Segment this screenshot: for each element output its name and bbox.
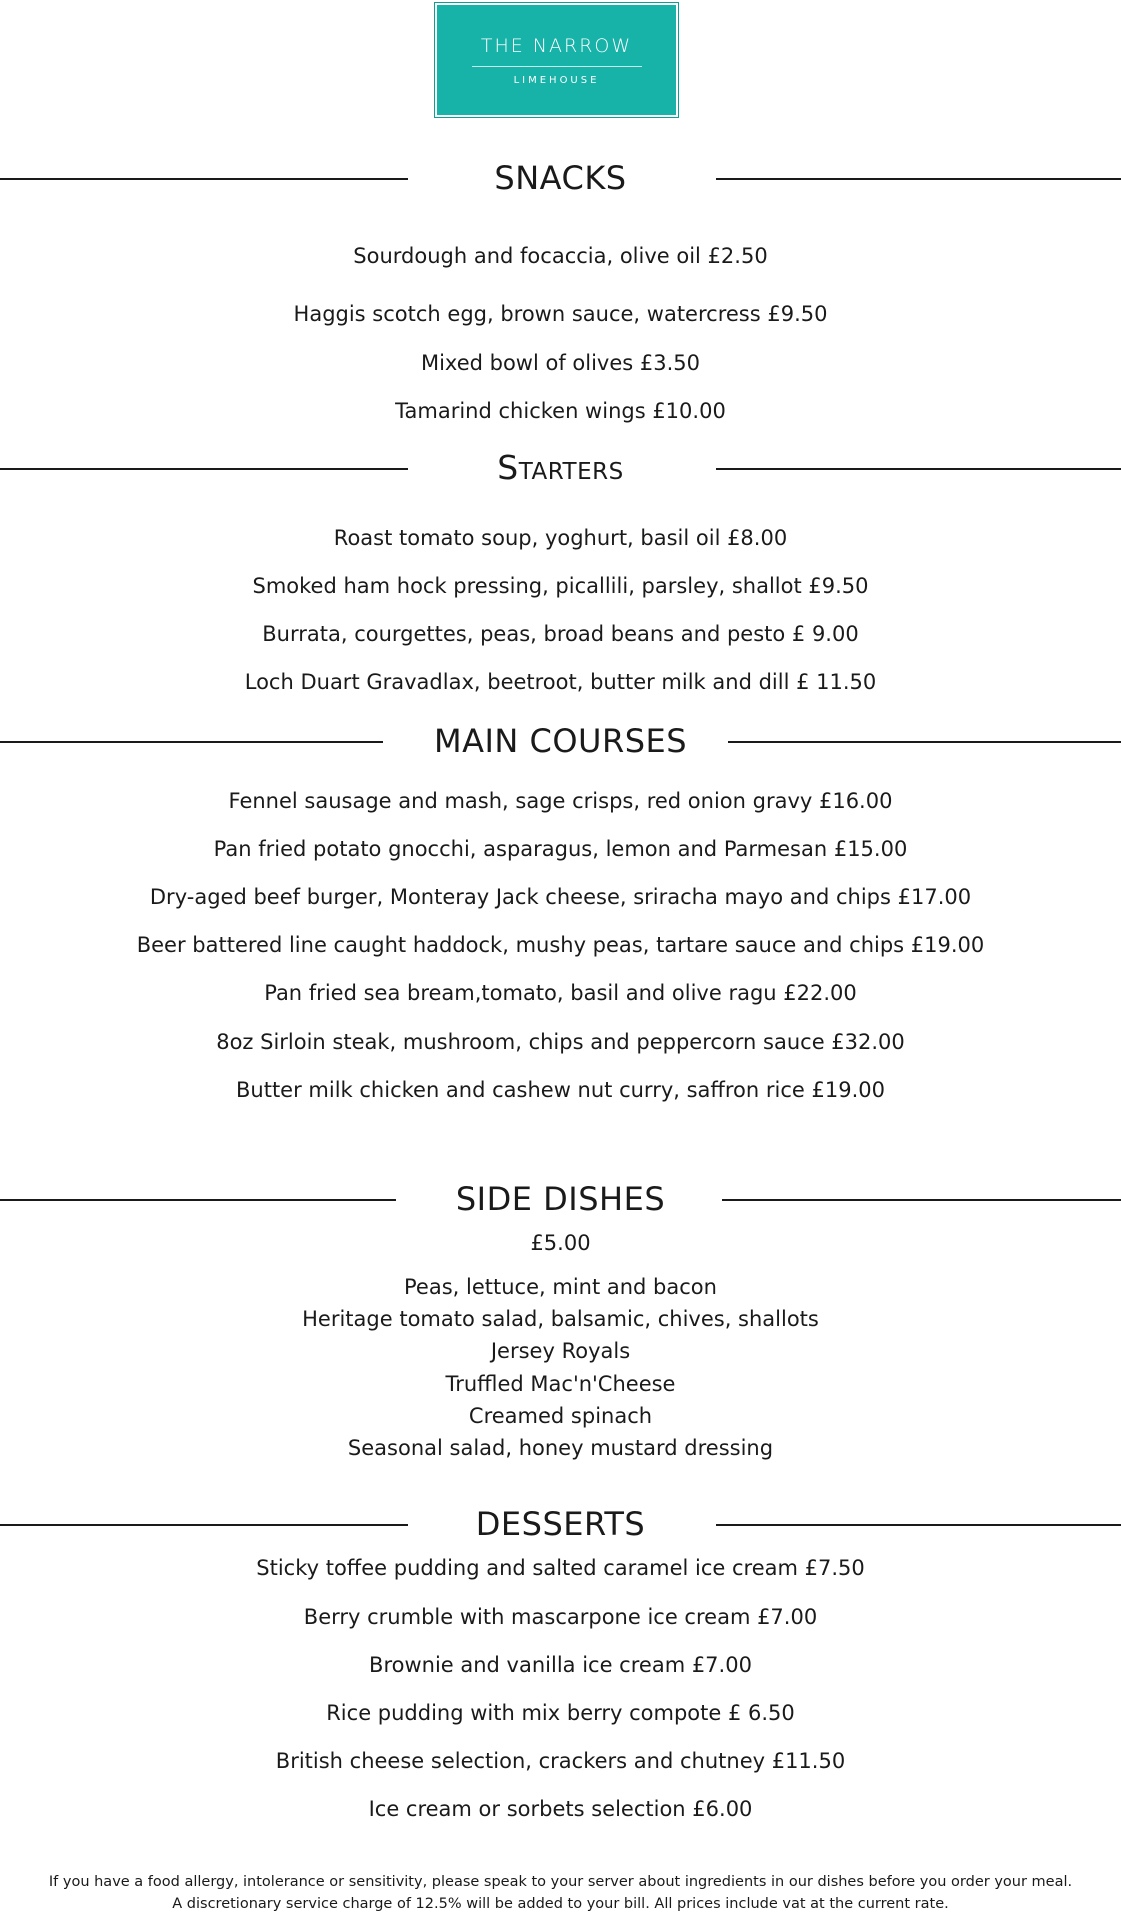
side-item: Heritage tomato salad, balsamic, chives, shallots: [302, 1307, 819, 1331]
menu-item: British cheese selection, crackers and chutney £11.50: [275, 1749, 846, 1773]
menu-item: 8oz Sirloin steak, mushroom, chips and peppercorn sauce £32.00: [216, 1030, 905, 1054]
section-title-starters: Starters: [497, 448, 624, 487]
side-item: Seasonal salad, honey mustard dressing: [347, 1436, 774, 1460]
menu-item: Loch Duart Gravadlax, beetroot, butter milk and dill £ 11.50: [244, 670, 877, 694]
section-title-main-courses: MAIN COURSES: [433, 722, 688, 760]
side-item: Creamed spinach: [468, 1404, 653, 1428]
section-title-desserts: DESSERTS: [475, 1505, 646, 1543]
side-item: Peas, lettuce, mint and bacon: [404, 1275, 717, 1299]
menu-item: Rice pudding with mix berry compote £ 6.50: [326, 1701, 795, 1725]
section-header-desserts: [0, 1500, 1121, 1548]
menu-item: Pan fried potato gnocchi, asparagus, lemon and Parmesan £15.00: [213, 837, 908, 861]
menu-item: Berry crumble with mascarpone ice cream £7.00: [303, 1605, 818, 1629]
menu-item: Roast tomato soup, yoghurt, basil oil £8.00: [333, 526, 788, 550]
menu-item: Brownie and vanilla ice cream £7.00: [369, 1653, 752, 1677]
section-header-side-dishes: [0, 1175, 1121, 1223]
section-header-starters: [0, 444, 1121, 492]
menu-item: Burrata, courgettes, peas, broad beans and pesto £ 9.00: [262, 622, 859, 646]
logo-divider: [472, 66, 642, 67]
restaurant-logo: [434, 2, 679, 118]
side-item: Truffled Mac'n'Cheese: [445, 1372, 676, 1396]
menu-item: Pan fried sea bream,tomato, basil and olive ragu £22.00: [264, 981, 857, 1005]
service-charge-notice: A discretionary service charge of 12.5% will be added to your bill. All prices include vat at the current rate.: [172, 1896, 949, 1912]
menu-item: Tamarind chicken wings £10.00: [395, 399, 726, 423]
section-title-snacks: SNACKS: [494, 159, 627, 197]
logo-name: THE NARROW: [480, 34, 633, 57]
menu-item: Haggis scotch egg, brown sauce, watercress £9.50: [293, 302, 828, 326]
menu-item: Smoked ham hock pressing, picallili, parsley, shallot £9.50: [252, 574, 869, 598]
menu-item: Fennel sausage and mash, sage crisps, red onion gravy £16.00: [228, 789, 893, 813]
section-title-side-dishes: SIDE DISHES: [455, 1180, 666, 1218]
allergy-notice: If you have a food allergy, intolerance or sensitivity, please speak to your server about ingredients in our dishes before you order your meal.: [48, 1874, 1073, 1890]
menu-item: Dry-aged beef burger, Monteray Jack cheese, sriracha mayo and chips £17.00: [149, 885, 972, 909]
menu-item: Butter milk chicken and cashew nut curry, saffron rice £19.00: [236, 1078, 885, 1102]
section-header-main-courses: [0, 717, 1121, 765]
menu-item: Sourdough and focaccia, olive oil £2.50: [353, 244, 768, 268]
menu-item: Beer battered line caught haddock, mushy peas, tartare sauce and chips £19.00: [136, 933, 985, 957]
menu-item: Ice cream or sorbets selection £6.00: [368, 1797, 753, 1821]
side-dishes-price: £5.00: [530, 1231, 591, 1255]
side-item: Jersey Royals: [490, 1339, 631, 1363]
menu-item: Mixed bowl of olives £3.50: [420, 351, 701, 375]
section-header-snacks: [0, 154, 1121, 202]
menu-item: Sticky toffee pudding and salted caramel ice cream £7.50: [256, 1556, 865, 1580]
logo-badge: [437, 5, 676, 115]
logo-location: LIMEHOUSE: [513, 74, 600, 86]
